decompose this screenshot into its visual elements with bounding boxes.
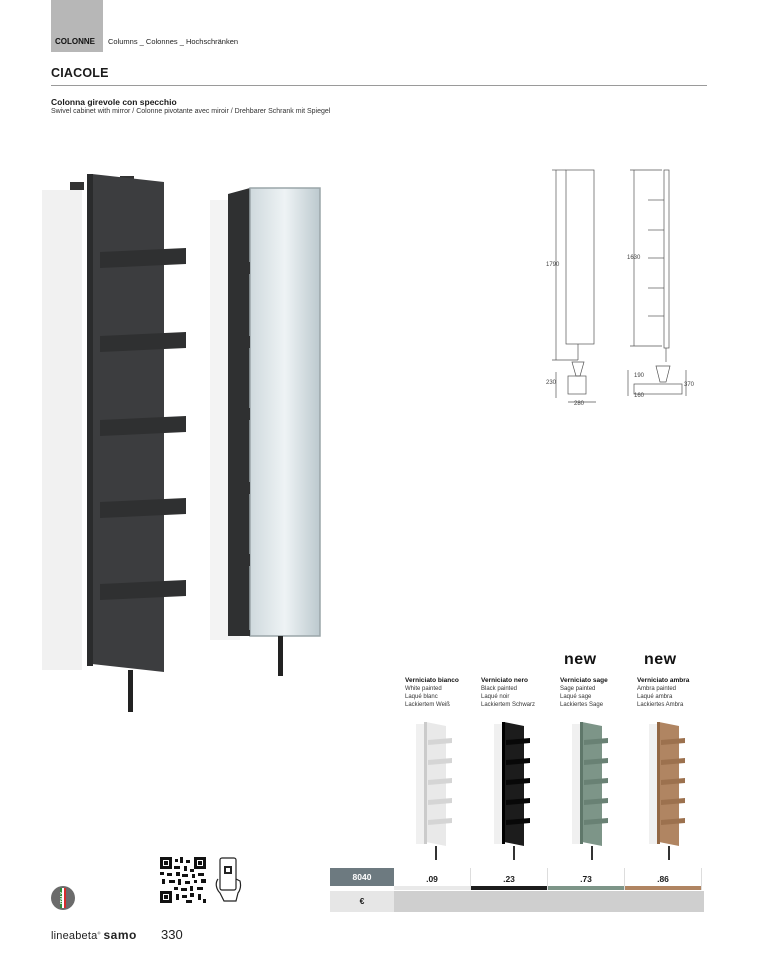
new-badge-sage: new: [564, 651, 597, 668]
finish-name: Verniciato sage: [560, 677, 608, 684]
price-band: [394, 891, 704, 912]
finish-white: [405, 677, 481, 709]
thumb-ambra: [633, 718, 703, 864]
finish-en: Sage painted: [560, 686, 596, 692]
dim-depth: 370: [684, 382, 695, 388]
finish-sage: [560, 677, 636, 709]
suffix-text: .86: [657, 874, 669, 884]
dim-side-b: 160: [634, 393, 645, 399]
new-badge-ambra: new: [644, 651, 677, 668]
finish-name: Verniciato ambra: [637, 677, 690, 684]
page-number: 330: [161, 927, 183, 942]
product-code: 8040: [330, 868, 394, 886]
finish-en: Black painted: [481, 686, 518, 692]
dim-base-h: 230: [546, 380, 557, 386]
thumb-pivot: [513, 846, 515, 860]
thumb-sage: [556, 718, 626, 864]
suffix-text: .23: [503, 874, 515, 884]
finish-name: Verniciato bianco: [405, 677, 459, 684]
currency-cell: €: [330, 891, 394, 912]
finish-en: White painted: [405, 686, 442, 692]
product-subtitle: Colonna girevole con specchio: [51, 97, 177, 107]
thumb-pivot: [435, 846, 437, 860]
section-tab-label: COLONNE: [55, 37, 95, 46]
thumb-edge: [580, 722, 583, 844]
code-suffix-ambra: [625, 868, 702, 890]
suffix-text: .73: [580, 874, 592, 884]
finish-black: [481, 677, 557, 709]
title-divider: [51, 85, 707, 86]
code-suffix-black: [471, 868, 548, 890]
finish-fr: Laqué blanc: [405, 694, 438, 700]
smartphone-scan-icon: [214, 857, 244, 903]
finish-en: Ambra painted: [637, 686, 677, 692]
thumb-white: [400, 718, 470, 864]
breadcrumb: Columns _ Colonnes _ Hochschränken: [108, 37, 239, 46]
dim-side-a: 190: [634, 373, 645, 379]
suffix-color-bar: [625, 886, 701, 890]
dim-height: 1790: [546, 262, 560, 268]
thumb-black: [478, 718, 548, 864]
qr-code-icon[interactable]: [160, 857, 206, 903]
brand-name-thin: lineabeta: [51, 930, 98, 942]
dim-inner-height: 1630: [627, 255, 641, 261]
thumb-edge: [424, 722, 427, 844]
suffix-text: .09: [426, 874, 438, 884]
suffix-color-bar: [548, 886, 624, 890]
suffix-color-bar: [394, 886, 470, 890]
finish-de: Lackiertes Ambra: [637, 702, 684, 708]
product-photo: [30, 160, 330, 720]
brand-name-bold: samo: [103, 928, 137, 942]
product-title: CIACOLE: [51, 66, 109, 80]
finish-de: Lackiertem Weiß: [405, 702, 450, 708]
dim-base-w: 280: [574, 401, 585, 407]
product-subtitle-translations: Swivel cabinet with mirror / Colonne pivotante avec miroir / Drehbarer Schrank mit Spiegel: [51, 108, 331, 115]
finish-fr: Laqué noir: [481, 694, 510, 700]
finish-fr: Laqué ambra: [637, 694, 673, 700]
finish-de: Lackiertem Schwarz: [481, 702, 536, 708]
technical-drawings: [530, 160, 710, 420]
finish-de: Lackiertes Sage: [560, 702, 604, 708]
thumb-pivot: [668, 846, 670, 860]
code-suffix-white: [394, 868, 471, 890]
thumb-edge: [502, 722, 505, 844]
thumb-pivot: [591, 846, 593, 860]
finish-name: Verniciato nero: [481, 677, 528, 684]
suffix-color-bar: [471, 886, 547, 890]
finish-fr: Laqué sage: [560, 694, 592, 700]
italy-label: ITALY: [59, 891, 64, 905]
code-suffix-sage: [548, 868, 625, 890]
finish-ambra: [637, 677, 713, 709]
brand-logo: lineabeta® samo: [51, 928, 137, 942]
thumb-edge: [657, 722, 660, 844]
